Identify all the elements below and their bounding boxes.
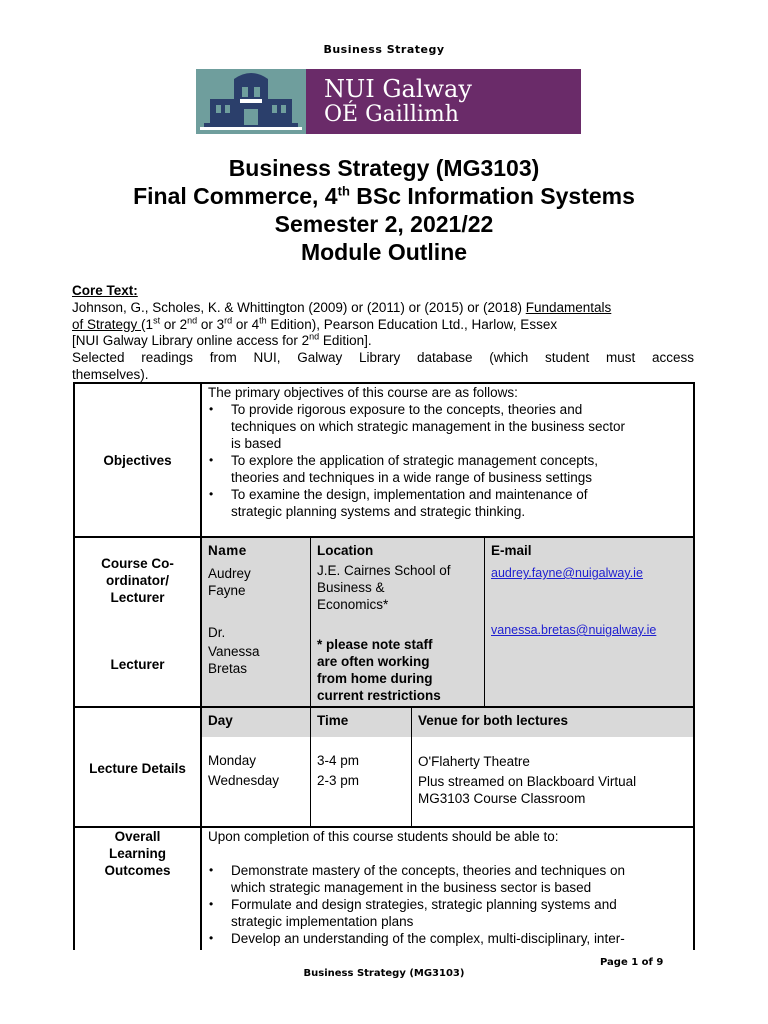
note-line-2: are often working (317, 654, 430, 669)
lecture-time-1: 3-4 pm (317, 753, 360, 768)
note-line-1: * please note staff (317, 637, 433, 652)
note-line-4: current restrictions (317, 688, 441, 703)
outcome-2-line-2: strategic implementation plans (231, 914, 414, 929)
objectives-label: Objectives (103, 453, 172, 468)
bullet-icon: • (209, 487, 214, 501)
bullet-icon: • (209, 897, 214, 911)
venue-line-2: Plus streamed on Blackboard Virtual (418, 774, 637, 789)
venue-line-3: MG3103 Course Classroom (418, 791, 586, 806)
staff-1-last-name: Fayne (208, 583, 246, 598)
core-text-readings-line-2: themselves). (72, 367, 149, 382)
title-line-4: Module Outline (300, 239, 468, 265)
core-text-citation-line-1: Johnson, G., Scholes, K. & Whittington (2009) or (2011) or (2015) or (2018) Fundamentals (72, 300, 612, 315)
lecturer-label: Lecturer (110, 657, 165, 672)
core-text-readings-line-1: Selected readings from NUI, Galway Library database (which student must access (72, 350, 694, 365)
column-header-venue: Venue for both lectures (418, 713, 569, 728)
outcome-2-line-1: Formulate and design strategies, strategic planning systems and (231, 897, 617, 912)
running-footer: Business Strategy (MG3103) (303, 968, 465, 979)
objective-1-line-3: is based (231, 436, 282, 451)
bullet-icon: • (209, 402, 214, 416)
bullet-icon: • (209, 453, 214, 467)
running-header: Business Strategy (323, 43, 445, 56)
location-line-1: J.E. Cairnes School of (317, 563, 451, 578)
objective-2-line-2: theories and techniques in a wide range of business settings (231, 470, 592, 485)
location-line-3: Economics* (317, 597, 389, 612)
outcomes-intro: Upon completion of this course students should be able to: (208, 829, 559, 844)
objective-1-line-2: techniques on which strategic management in the business sector (231, 419, 625, 434)
objective-3-line-2: strategic planning systems and strategic thinking. (231, 504, 526, 519)
staff-2-title: Dr. (208, 625, 226, 640)
location-line-2: Business & (317, 580, 385, 595)
coordinator-label: Course Co- ordinator/ Lecturer (101, 556, 174, 605)
title-line-2: Final Commerce, 4th BSc Information Systems (133, 183, 635, 209)
objective-3-line-1: To examine the design, implementation and maintenance of (231, 487, 588, 502)
lecture-day-2: Wednesday (208, 773, 280, 788)
core-text-heading: Core Text: (72, 283, 138, 298)
venue-line-1: O'Flaherty Theatre (418, 754, 530, 769)
core-text-citation-line-2: of Strategy (1st or 2nd or 3rd or 4th Edition), Pearson Education Ltd., Harlow, Essex (72, 315, 558, 332)
core-text-library-note: [NUI Galway Library online access for 2nd Edition]. (72, 331, 372, 348)
bullet-icon: • (209, 931, 214, 945)
column-header-location: Location (317, 543, 374, 558)
title-line-3: Semester 2, 2021/22 (274, 211, 494, 237)
column-header-name: Name (208, 543, 247, 558)
lecture-details-label: Lecture Details (89, 761, 186, 776)
outcome-3-line-1: Develop an understanding of the complex, multi-disciplinary, inter- (231, 931, 625, 946)
objective-1-line-1: To provide rigorous exposure to the concepts, theories and (231, 402, 583, 417)
column-header-email: E-mail (491, 543, 532, 558)
lecture-time-2: 2-3 pm (317, 773, 360, 788)
note-line-3: from home during (317, 671, 433, 686)
staff-1-first-name: Audrey (208, 566, 251, 581)
logo-text-irish: OÉ Gaillimh (324, 102, 459, 127)
staff-2-last-name: Bretas (208, 661, 248, 676)
lecture-day-1: Monday (208, 753, 257, 768)
objectives-intro: The primary objectives of this course are as follows: (208, 385, 518, 400)
page-number: Page 1 of 9 (600, 957, 664, 968)
objective-2-line-1: To explore the application of strategic management concepts, (231, 453, 598, 468)
column-header-day: Day (208, 713, 233, 728)
outcome-1-line-1: Demonstrate mastery of the concepts, theories and techniques on (231, 863, 625, 878)
email-link-audrey[interactable]: audrey.fayne@nuigalway.ie (491, 566, 643, 580)
email-link-vanessa[interactable]: vanessa.bretas@nuigalway.ie (491, 623, 657, 637)
outcome-1-line-2: which strategic management in the business sector is based (231, 880, 592, 895)
bullet-icon: • (209, 863, 214, 877)
staff-2-first-name: Vanessa (208, 644, 260, 659)
title-line-1: Business Strategy (MG3103) (228, 155, 540, 181)
learning-outcomes-label: Overall Learning Outcomes (104, 829, 171, 878)
column-header-time: Time (317, 713, 349, 728)
logo-text-english: NUI Galway (324, 75, 472, 103)
core-text-book-title: Fundamentals (525, 300, 612, 315)
